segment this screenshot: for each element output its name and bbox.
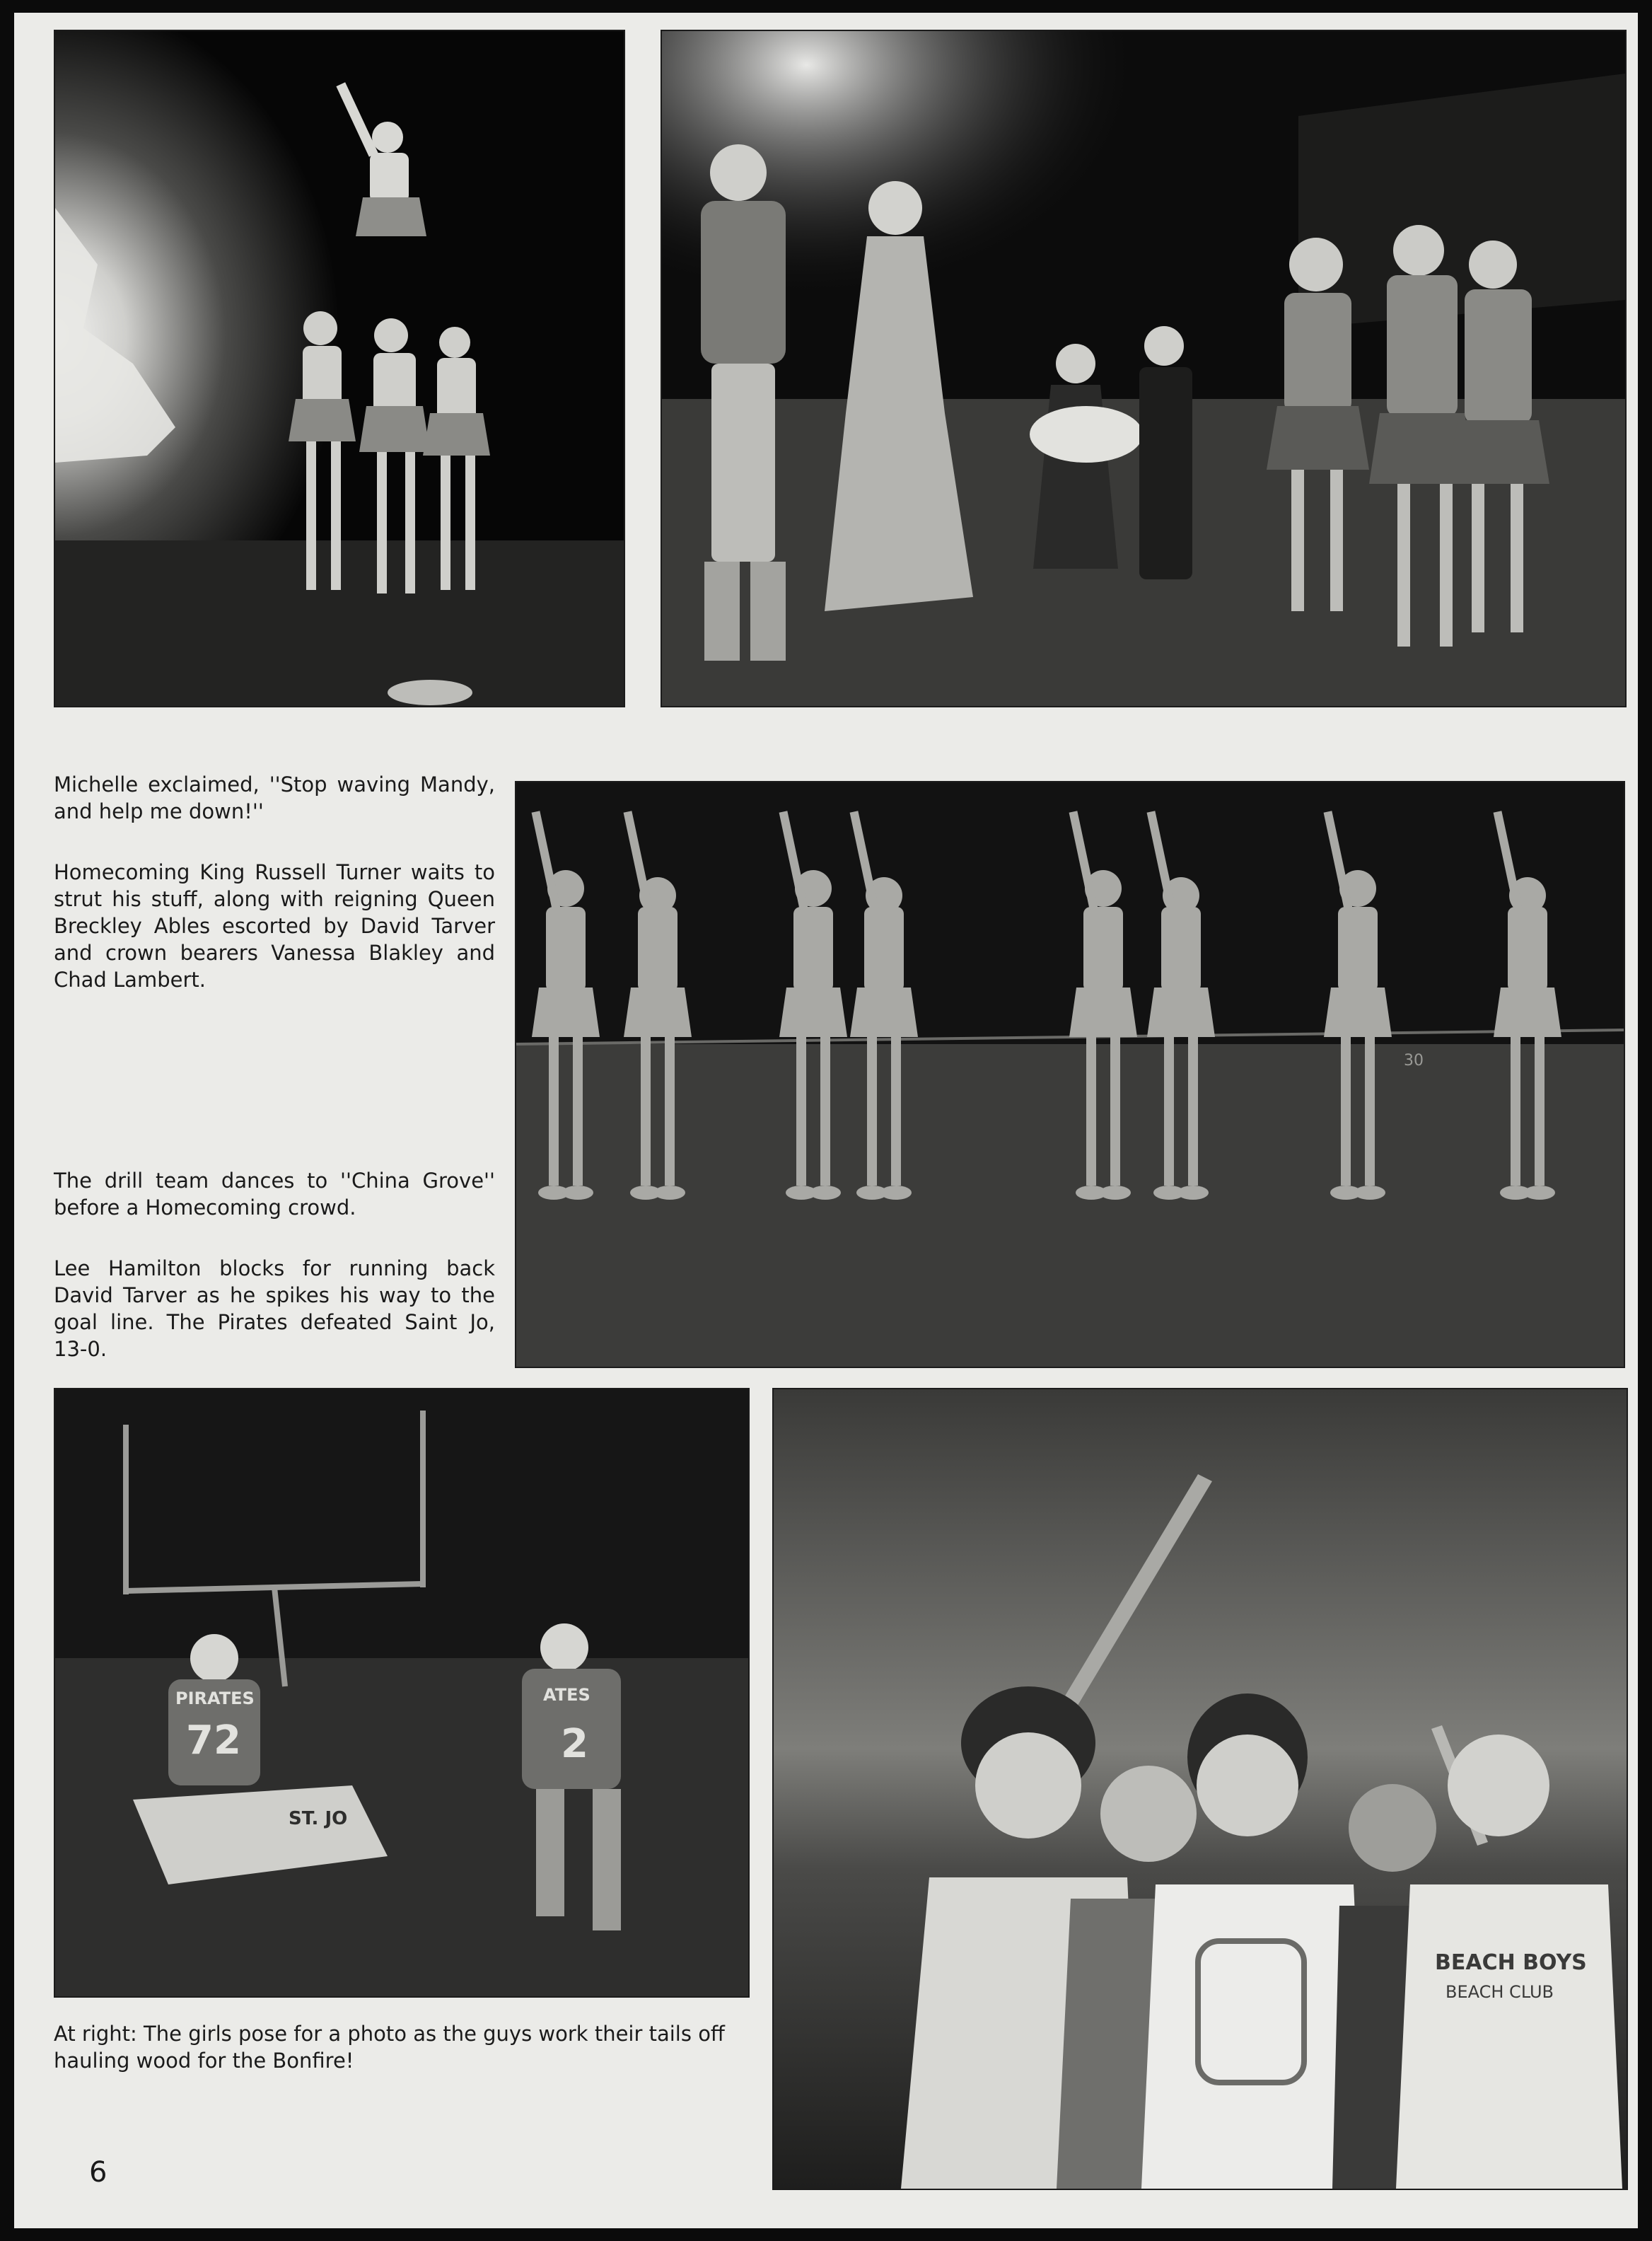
shirt-beach-club-text: BEACH CLUB — [1446, 1982, 1554, 2002]
drill-team-photo — [515, 781, 1625, 1368]
homecoming-king-caption: Homecoming King Russell Turner waits to strut his stuff, along with reigning Queen Breckley Ables escorted by David Tarver and crown bearers Vanessa Blakley and Chad Lambert. — [54, 860, 495, 992]
field-marker-text: 30 — [1404, 1052, 1424, 1070]
page-number: 6 — [89, 2156, 107, 2189]
drill-team-caption: The drill team dances to ''China Grove'' before a Homecoming crowd. — [54, 1169, 495, 1220]
girls-pose-photo — [772, 1388, 1628, 2190]
yearbook-page — [14, 13, 1638, 2228]
football-play-caption: Lee Hamilton blocks for running back David Tarver as he spikes his way to the goal line. The Pirates defeated Saint Jo, 13-0. — [54, 1256, 495, 1361]
cheer-stunt-caption: Michelle exclaimed, ''Stop waving Mandy, and help me down!'' — [54, 772, 495, 823]
jersey-st-jo-text: ST. JO — [289, 1808, 348, 1829]
jersey-pirates-text: PIRATES — [175, 1689, 255, 1708]
homecoming-court-photo — [661, 30, 1627, 707]
shirt-beach-boys-text: BEACH BOYS — [1435, 1950, 1587, 1975]
cheerleader-stunt-photo — [54, 30, 625, 707]
jersey-72-text: 72 — [186, 1718, 241, 1764]
football-game-photo — [54, 1388, 750, 1998]
girls-pose-caption: At right: The girls pose for a photo as the guys work their tails off hauling wood for the Bonfire! — [54, 2022, 725, 2073]
jersey-ates-text: ATES — [543, 1685, 591, 1705]
jersey-2-text: 2 — [561, 1721, 588, 1767]
